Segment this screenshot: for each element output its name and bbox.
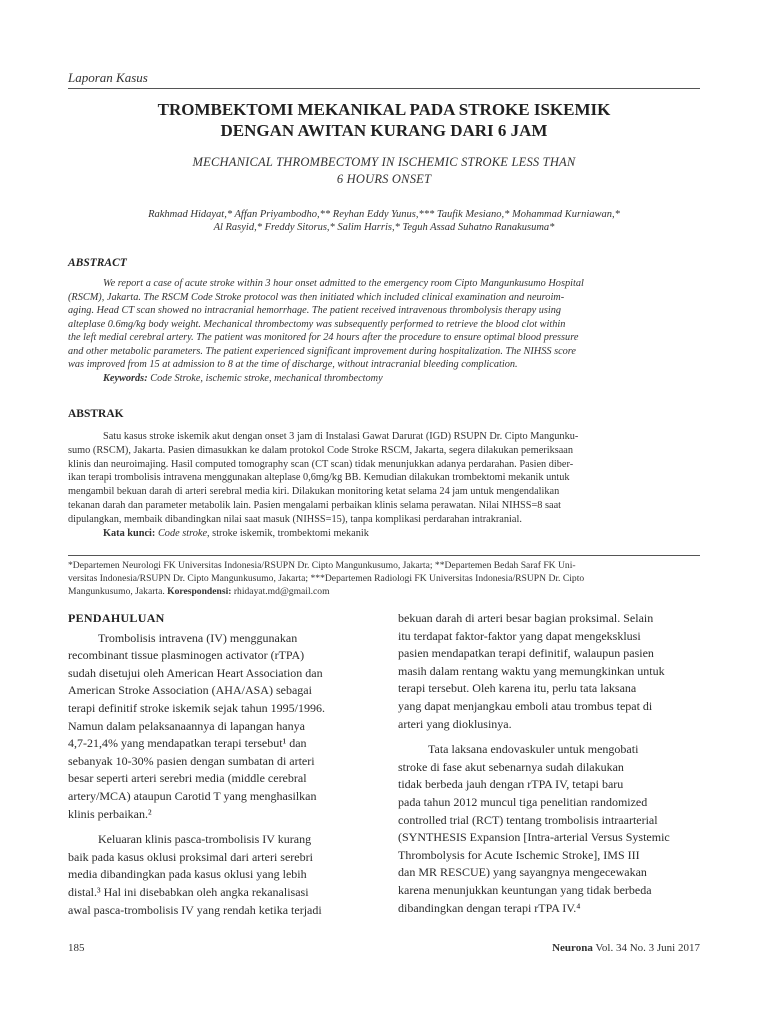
body-line: itu terdapat faktor-faktor yang dapat mengeksklusi <box>398 628 641 643</box>
footnote-text: Mangunkusumo, Jakarta. <box>68 585 168 597</box>
abstrak-indonesian <box>68 430 700 540</box>
body-right-column <box>398 610 698 917</box>
abstract-line: was improved from 15 at admission to 8 at the time of discharge, without intracranial bleeding complication. <box>68 359 518 370</box>
correspondence-email: rhidayat.md@gmail.com <box>231 585 330 597</box>
kata-kunci-italic: Code stroke, <box>157 527 210 539</box>
page-number: 185 <box>68 942 85 954</box>
body-line: klinis perbaikan.² <box>68 806 152 821</box>
body-line: Tata laksana endovaskuler untuk mengobati <box>428 742 639 757</box>
title-line-1: TROMBEKTOMI MEKANIKAL PADA STROKE ISKEMIK <box>157 100 611 119</box>
english-title-line-2: 6 HOURS ONSET <box>336 172 432 186</box>
authors-line-2: Al Rasyid,* Freddy Sitorus,* Salim Harris,* Teguh Assad Suhatno Ranakusuma* <box>213 222 555 233</box>
affiliations-footnote <box>68 560 700 598</box>
body-left-column <box>68 610 368 919</box>
abstrak-line: ikan terapi trombolisis intravena menggunakan alteplase 0,6mg/kg BB. Kemudian dilakukan trombektomi mekanik untuk <box>68 472 570 484</box>
body-line: pasien mendapatkan terapi definitif, walaupun pasien <box>398 646 654 661</box>
abstract-heading: ABSTRACT <box>68 257 127 269</box>
abstrak-line: dipulangkan, membaik dibandingkan nilai saat masuk (NIHSS=15), tanpa komplikasi perdarahan intrakranial. <box>68 513 522 525</box>
abstract-line: the left medial cerebral artery. The patient was monitored for 24 hours after the procedure to ensure optimal blood pressure <box>68 332 579 343</box>
abstrak-heading: ABSTRAK <box>68 408 124 420</box>
keywords-text: Code Stroke, ischemic stroke, mechanical thrombectomy <box>150 372 383 384</box>
body-line: dan MR RESCUE) yang sayangnya mengecewakan <box>398 865 647 880</box>
body-line: sebanyak 10-30% pasien dengan sumbatan di arteri <box>68 753 315 768</box>
abstrak-line: klinis dan neuroimajing. Hasil computed tomography scan (CT scan) tidak menunjukkan adanya perdarahan. Pasien diber- <box>68 458 574 470</box>
body-line: Trombolisis intravena (IV) menggunakan <box>98 630 298 645</box>
body-line: sudah disetujui oleh American Heart Association dan <box>68 665 323 680</box>
body-line: stroke di fase akut sebenarnya sudah dilakukan <box>398 759 624 774</box>
body-line: bekuan darah di arteri besar bagian proksimal. Selain <box>398 611 654 625</box>
body-line: masih dalam rentang waktu yang memungkinkan untuk <box>398 663 665 678</box>
abstrak-line: sumo (RSCM), Jakarta. Pasien dimasukkan ke dalam protokol Code Stroke RSCM, Jakarta, segera dilakukan pemeriksaan <box>68 444 574 456</box>
body-line: karena menunjukkan keuntungan yang tidak berbeda <box>398 882 652 897</box>
footnote-line: versitas Indonesia/RSUPN Dr. Cipto Mangunkusumo, Jakarta; ***Departemen Radiologi FK Universitas Indonesia/RSUPN Dr. Cipto <box>68 572 585 584</box>
body-line: media dibandingkan pada kasus oklusi yang lebih <box>68 867 307 882</box>
title-line-2: DENGAN AWITAN KURANG DARI 6 JAM <box>220 121 548 140</box>
journal-issue: Vol. 34 No. 3 Juni 2017 <box>592 942 700 954</box>
body-line: terapi tersebut. Oleh karena itu, perlu tata laksana <box>398 681 637 696</box>
body-line: pada tahun 2012 muncul tiga penelitian randomized <box>398 794 648 809</box>
abstrak-line: tekanan darah dan parameter metabolik lain. Pasien mengalami perbaikan klinis selama perawatan. Nilai NIHSS=8 saat <box>68 499 562 511</box>
kata-kunci-text: stroke iskemik, trombektomi mekanik <box>209 527 369 539</box>
body-line: artery/MCA) ataupun Carotid T yang menghasilkan <box>68 788 317 803</box>
body-line: yang dapat menjangkau emboli atau trombus tepat di <box>398 698 653 713</box>
body-line: Namun dalam pelaksanaannya di lapangan hanya <box>68 718 305 733</box>
abstract-line: We report a case of acute stroke within 3 hour onset admitted to the emergency room Cipto Mangunkusumo Hospital <box>103 278 584 289</box>
abstract-english <box>68 277 700 385</box>
body-line: controlled trial (RCT) tentang trombolisis intraarterial <box>398 812 658 827</box>
body-line: distal.³ Hal ini disebabkan oleh angka rekanalisasi <box>68 884 309 899</box>
abstrak-line: Satu kasus stroke iskemik akut dengan onset 3 jam di Instalasi Gawat Darurat (IGD) RSUPN Dr. Cipto Mangunku- <box>103 431 579 442</box>
journal-name: Neurona <box>552 942 593 954</box>
abstract-line: (RSCM), Jakarta. The RSCM Code Stroke protocol was then initiated which included clinical examination and neuroim- <box>68 291 565 303</box>
abstract-line: alteplase 0.6mg/kg body weight. Mechanical thrombectomy was subsequently performed to retrieve the blood clot within <box>68 318 566 330</box>
section-label: Laporan Kasus <box>68 70 148 85</box>
keywords-label: Keywords: <box>103 372 148 384</box>
body-line: recombinant tissue plasminogen activator (rTPA) <box>68 648 305 663</box>
footnote-line <box>68 586 700 599</box>
body-line: Thrombolysis for Acute Ischemic Stroke], IMS III <box>398 847 640 862</box>
body-line: 4,7-21,4% yang mendapatkan terapi tersebut¹ dan <box>68 736 307 751</box>
header-divider <box>68 88 700 89</box>
keywords <box>68 372 700 386</box>
body-line: (SYNTHESIS Expansion [Intra-arterial Versus Systemic <box>398 830 670 845</box>
body-line: Keluaran klinis pasca-trombolisis IV kurang <box>98 832 312 847</box>
kata-kunci-label: Kata kunci: <box>103 527 156 539</box>
footnote-line: *Departemen Neurologi FK Universitas Indonesia/RSUPN Dr. Cipto Mangunkusumo, Jakarta; **Departemen Bedah Saraf FK Uni- <box>68 560 576 571</box>
abstrak-line: mengambil bekuan darah di arteri serebral media kiri. Dilakukan monitoring ketat selama 24 jam untuk mengendalikan <box>68 486 560 498</box>
abstract-line: and other metabolic parameters. The patient experienced significant improvement during hospitalization. The NIHSS score <box>68 345 577 357</box>
footnote-divider <box>68 555 700 556</box>
body-line: arteri yang dioklusinya. <box>398 716 512 731</box>
authors-line-1: Rakhmad Hidayat,* Affan Priyambodho,** Reyhan Eddy Yunus,*** Taufik Mesiano,* Mohammad Kurniawan,* <box>148 209 620 220</box>
correspondence-label: Korespondensi: <box>167 585 232 597</box>
english-title-line-1: MECHANICAL THROMBECTOMY IN ISCHEMIC STROKE LESS THAN <box>192 155 576 169</box>
body-line: tidak berbeda jauh dengan rTPA IV, tetapi baru <box>398 777 624 792</box>
body-line: awal pasca-trombolisis IV yang rendah ketika terjadi <box>68 902 322 917</box>
kata-kunci <box>68 527 700 541</box>
body-line: baik pada kasus oklusi proksimal dari arteri serebri <box>68 849 313 864</box>
body-line: American Stroke Association (AHA/ASA) sebagai <box>68 683 312 698</box>
body-line: terapi definitif stroke iskemik sejak tahun 1995/1996. <box>68 700 325 715</box>
abstract-line: aging. Head CT scan showed no intracranial hemorrhage. The patient received intravenous thrombolysis therapy using <box>68 305 562 316</box>
body-line: besar seperti arteri serebri media (middle cerebral <box>68 771 307 786</box>
body-line: dibandingkan dengan terapi rTPA IV.⁴ <box>398 900 581 915</box>
journal-citation <box>552 942 700 954</box>
section-heading: PENDAHULUAN <box>68 611 165 625</box>
